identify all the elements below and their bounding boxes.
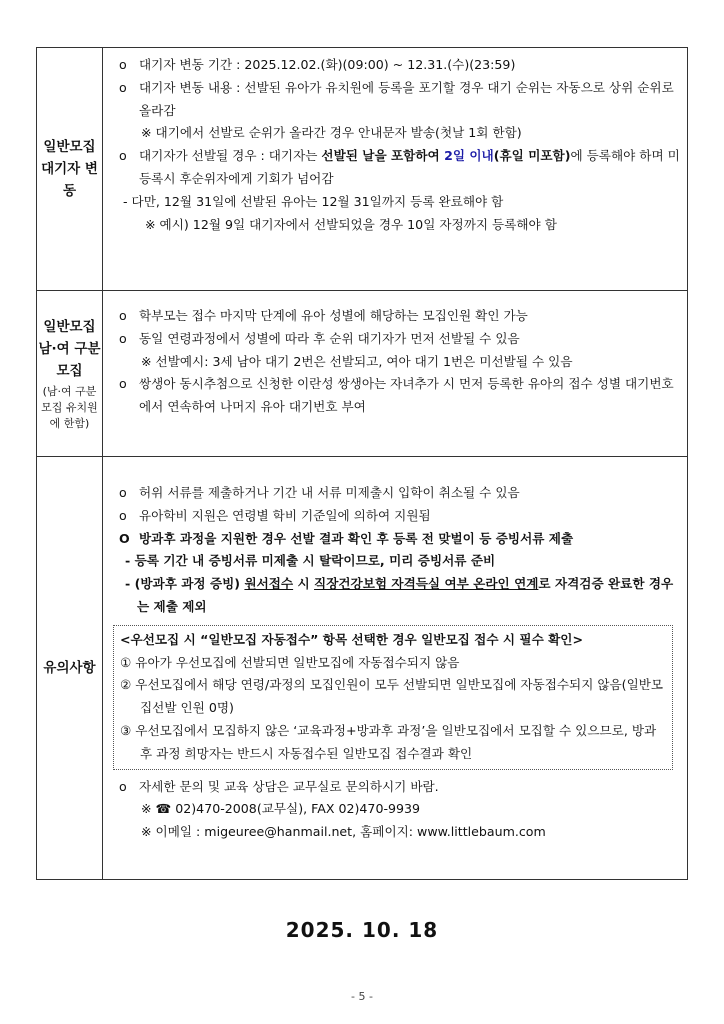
notice-table [36,47,688,880]
row-waitlist-change [37,48,688,291]
row-header: 일반모집 대기자 변동 [37,48,103,291]
page-number: - 5 - [351,990,373,1003]
bullet-item: o 유아학비 지원은 연령별 학비 기준일에 의하여 지원됨 [119,507,431,523]
contact-intro: o 자세한 문의 및 교육 상담은 교무실로 문의하시기 바람. [119,778,439,794]
bullet-item: O 방과후 과정을 지원한 경우 선발 결과 확인 후 등록 전 맞벌이 등 증빙서류 제출 [119,530,574,546]
box-item: ② 우선모집에서 해당 연령/과정의 모집인원이 모두 선발되면 일반모집에 자동접수되지 않음(일반모집선발 인원 0명) [120,677,664,716]
dash-item: - 등록 기간 내 증빙서류 미제출 시 탈락이므로, 미리 증빙서류 준비 [125,553,496,569]
box-title: <우선모집 시 “일반모집 자동접수” 항목 선택한 경우 일반모집 접수 시 필수 확인> [120,631,584,647]
note-item: ※ 예시) 12월 9일 대기자에서 선발되었을 경우 10일 자정까지 등록해야 함 [145,216,557,232]
priority-notice-box [113,625,673,770]
row-header: 일반모집 남·여 구분모집 (남·여 구분모집 유치원에 한함) [37,291,103,457]
contact-phone: ※ ☎ 02)470-2008(교무실), FAX 02)470-9939 [141,801,421,817]
bullet-item: o 동일 연령과정에서 성별에 따라 후 순위 대기자가 먼저 선발될 수 있음 [119,330,520,346]
note-item: ※ 대기에서 선발로 순위가 올라간 경우 안내문자 발송(첫날 1회 한함) [141,125,522,141]
row-precautions [37,457,688,880]
document-date: 2025. 10. 18 [285,918,439,942]
row-header: 유의사항 [37,457,103,880]
contact-email: ※ 이메일 : migeuree@hanmail.net, 홈페이지: www.littlebaum.com [141,824,546,840]
box-item: ① 유아가 우선모집에 선발되면 일반모집에 자동접수되지 않음 [120,654,460,670]
bullet-item: o 학부모는 접수 마지막 단계에 유아 성별에 해당하는 모집인원 확인 가능 [119,308,528,323]
note-item: ※ 선발예시: 3세 남아 대기 2번은 선발되고, 여아 대기 1번은 미선발될 수 있음 [141,353,573,369]
bullet-item: o 쌍생아 동시추첨으로 신청한 이란성 쌍생아는 자녀추가 시 먼저 등록한 유아의 접수 성별 대기번호에서 연속하여 나머지 유아 대기번호 부여 [119,376,674,415]
bullet-item: o 대기자가 선발될 경우 : 대기자는 선발된 날을 포함하여 2일 이내(휴일 미포함)에 등록해야 하며 미등록시 후순위자에게 기회가 넘어감 [119,148,680,186]
bullet-item: o 허위 서류를 제출하거나 기간 내 서류 미제출시 입학이 취소될 수 있음 [119,485,520,500]
box-item: ③ 우선모집에서 모집하지 않은 ‘교육과정+방과후 과정’을 일반모집에서 모집할 수 있으므로, 방과후 과정 희망자는 반드시 자동접수된 일반모집 접수결과 확인 [120,722,657,761]
dash-item: - (방과후 과정 증빙) 원서접수 시 직장건강보험 자격득실 여부 온라인 연계로 자격검증 완료한 경우는 제출 제외 [125,576,674,614]
row-gender-split [37,291,688,457]
bullet-item: o 대기자 변동 기간 : 2025.12.02.(화)(09:00) ~ 12.31.(수)(23:59) [119,57,516,72]
dash-item: - 다만, 12월 31일에 선발된 유아는 12월 31일까지 등록 완료해야 함 [123,193,504,209]
bullet-item: o 대기자 변동 내용 : 선발된 유아가 유치원에 등록을 포기할 경우 대기 순위는 자동으로 상위 순위로 올라감 [119,79,674,118]
